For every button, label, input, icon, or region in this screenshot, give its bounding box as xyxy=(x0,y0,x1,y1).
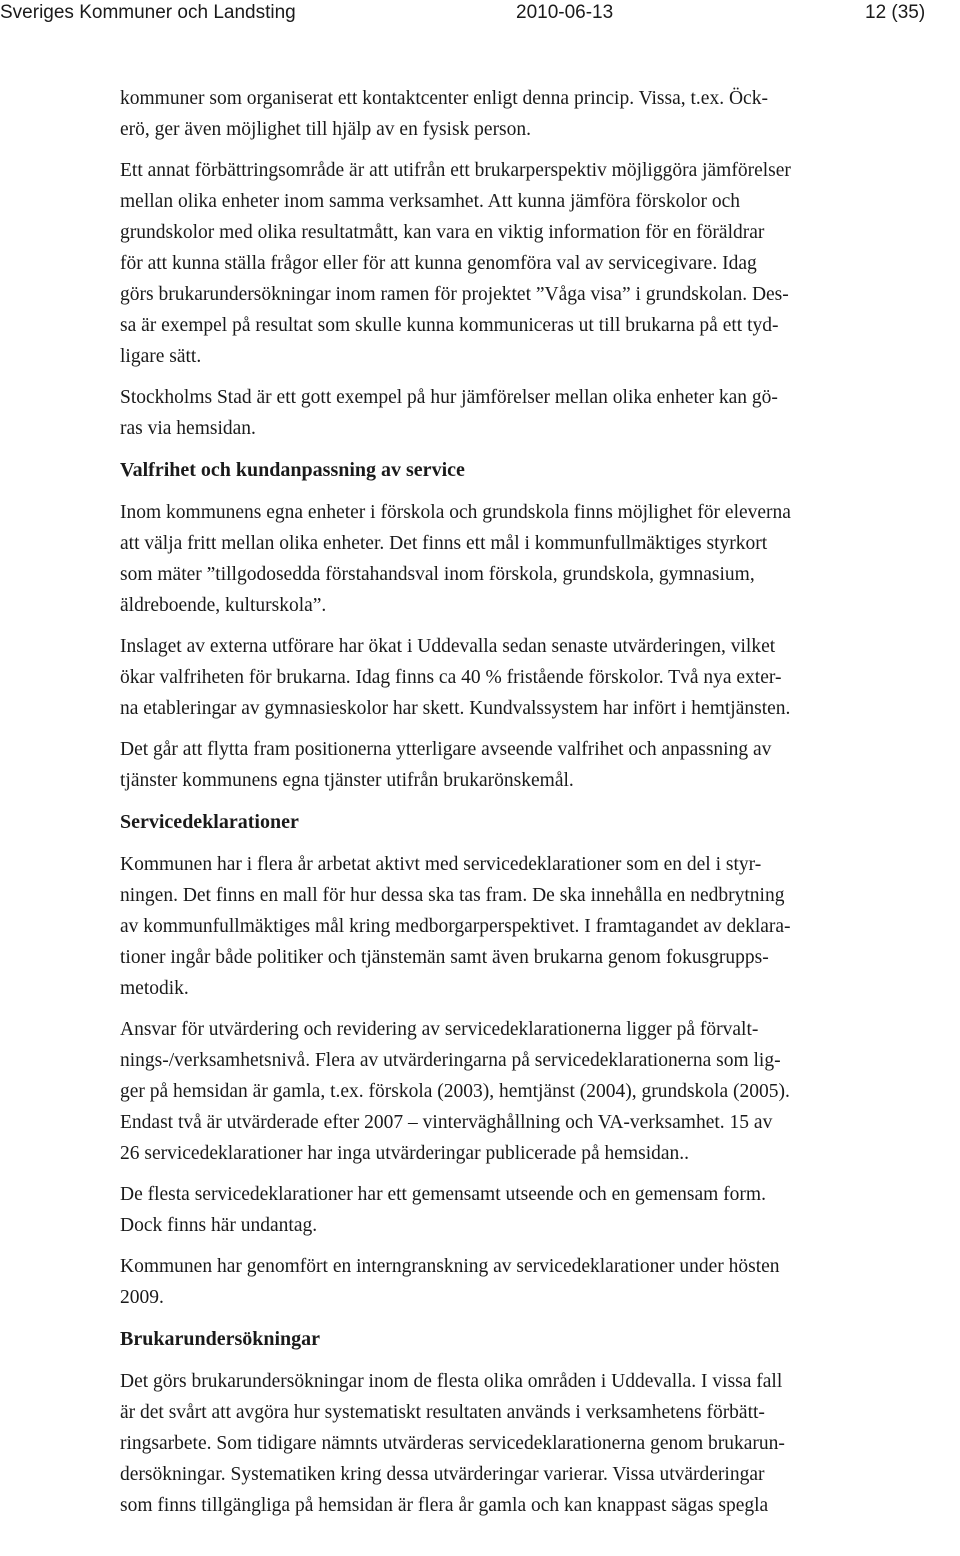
text-line: ökar valfriheten för brukarna. Idag finns ca 40 % fristående förskolor. Två nya exter- xyxy=(120,667,782,688)
paragraph xyxy=(120,83,920,145)
text-line: Kommunen har genomfört en interngranskning av servicedeklarationer under hösten xyxy=(120,1256,780,1277)
section-heading: Valfrihet och kundanpassning av service xyxy=(120,459,465,481)
section-heading: Servicedeklarationer xyxy=(120,811,299,833)
text-line: äldreboende, kulturskola”. xyxy=(120,595,327,616)
text-line: mellan olika enheter inom samma verksamhet. Att kunna jämföra förskolor och xyxy=(120,191,741,212)
text-line: Inslaget av externa utförare har ökat i Uddevalla sedan senaste utvärderingen, vilket xyxy=(120,636,776,657)
text-line: Stockholms Stad är ett gott exempel på hur jämförelser mellan olika enheter kan gö- xyxy=(120,387,778,408)
paragraph-gap xyxy=(120,444,920,454)
text-line: sa är exempel på resultat som skulle kunna kommuniceras ut till brukarna på ett tyd- xyxy=(120,315,779,336)
paragraph-gap xyxy=(120,487,920,497)
text-line: är det svårt att avgöra hur systematiskt resultaten används i verksamhetens förbätt- xyxy=(120,1402,765,1423)
paragraph-gap xyxy=(120,796,920,806)
text-line: av kommunfullmäktiges mål kring medborgarperspektivet. I framtagandet av deklara- xyxy=(120,916,791,937)
text-line: som finns tillgängliga på hemsidan är flera år gamla och kan knappast sägas spegla xyxy=(120,1495,769,1516)
text-line: Kommunen har i flera år arbetat aktivt med servicedeklarationer som en del i styr- xyxy=(120,854,762,875)
text-line: Endast två är utvärderade efter 2007 – vinterväghållning och VA-verksamhet. 15 av xyxy=(120,1112,773,1133)
text-line: Ett annat förbättringsområde är att utifrån ett brukarperspektiv möjliggöra jämförelser xyxy=(120,160,791,181)
paragraph xyxy=(120,734,920,796)
header-organization: Sveriges Kommuner och Landsting xyxy=(0,2,296,23)
text-line: tioner ingår både politiker och tjänstemän samt även brukarna genom fokusgrupps- xyxy=(120,947,769,968)
text-line: 2009. xyxy=(120,1287,164,1308)
paragraph-gap xyxy=(120,145,920,155)
text-line: 26 servicedeklarationer har inga utvärderingar publicerade på hemsidan.. xyxy=(120,1143,690,1164)
text-line: na etableringar av gymnasieskolor har skett. Kundvalssystem har infört i hemtjänsten. xyxy=(120,698,791,719)
paragraph-gap xyxy=(120,1169,920,1179)
paragraph-gap xyxy=(120,1004,920,1014)
text-line: ger på hemsidan är gamla, t.ex. förskola (2003), hemtjänst (2004), grundskola (2005). xyxy=(120,1081,790,1102)
text-line: Inom kommunens egna enheter i förskola och grundskola finns möjlighet för eleverna xyxy=(120,502,791,523)
text-line: Det görs brukarundersökningar inom de flesta olika områden i Uddevalla. I vissa fall xyxy=(120,1371,783,1392)
text-line: metodik. xyxy=(120,978,189,999)
paragraph xyxy=(120,1366,920,1521)
paragraph-gap xyxy=(120,1356,920,1366)
paragraph-gap xyxy=(120,1313,920,1323)
paragraph xyxy=(120,1179,920,1241)
text-line: görs brukarundersökningar inom ramen för projektet ”Våga visa” i grundskolan. Des- xyxy=(120,284,789,305)
text-line: ligare sätt. xyxy=(120,346,202,367)
text-line: Ansvar för utvärdering och revidering av servicedeklarationerna ligger på förvalt- xyxy=(120,1019,759,1040)
text-line: ras via hemsidan. xyxy=(120,418,256,439)
paragraph xyxy=(120,382,920,444)
page-header xyxy=(0,0,960,26)
paragraph xyxy=(120,631,920,724)
text-line: ningen. Det finns en mall för hur dessa ska tas fram. De ska innehålla en nedbrytning xyxy=(120,885,785,906)
text-line: som mäter ”tillgodosedda förstahandsval inom förskola, grundskola, gymnasium, xyxy=(120,564,755,585)
text-line: kommuner som organiserat ett kontaktcenter enligt denna princip. Vissa, t.ex. Öck- xyxy=(120,88,768,109)
text-line: grundskolor med olika resultatmått, kan vara en viktig information för en föräldrar xyxy=(120,222,765,243)
text-line: för att kunna ställa frågor eller för att kunna genomföra val av servicegivare. Idag xyxy=(120,253,757,274)
text-line: nings-/verksamhetsnivå. Flera av utvärderingarna på servicedeklarationerna som lig- xyxy=(120,1050,781,1071)
text-line: De flesta servicedeklarationer har ett gemensamt utseende och en gemensam form. xyxy=(120,1184,766,1205)
paragraph-gap xyxy=(120,372,920,382)
text-line: Det går att flytta fram positionerna ytterligare avseende valfrihet och anpassning av xyxy=(120,739,772,760)
document-body xyxy=(120,83,920,1521)
paragraph-gap xyxy=(120,1241,920,1251)
text-line: Dock finns här undantag. xyxy=(120,1215,318,1236)
paragraph xyxy=(120,1014,920,1169)
text-line: att välja fritt mellan olika enheter. Det finns ett mål i kommunfullmäktiges styrkort xyxy=(120,533,768,554)
paragraph-gap xyxy=(120,724,920,734)
text-line: dersökningar. Systematiken kring dessa utvärderingar varierar. Vissa utvärderingar xyxy=(120,1464,765,1485)
header-page-number: 12 (35) xyxy=(865,2,926,23)
paragraph-gap xyxy=(120,621,920,631)
header-date: 2010-06-13 xyxy=(516,2,614,23)
paragraph xyxy=(120,849,920,1004)
text-line: ringsarbete. Som tidigare nämnts utvärderas servicedeklarationerna genom brukarun- xyxy=(120,1433,785,1454)
section-heading: Brukarundersökningar xyxy=(120,1328,321,1350)
text-line: tjänster kommunens egna tjänster utifrån brukarönskemål. xyxy=(120,770,574,791)
text-line: erö, ger även möjlighet till hjälp av en fysisk person. xyxy=(120,119,532,140)
paragraph xyxy=(120,497,920,621)
paragraph xyxy=(120,1251,920,1313)
paragraph-gap xyxy=(120,839,920,849)
paragraph xyxy=(120,155,920,372)
